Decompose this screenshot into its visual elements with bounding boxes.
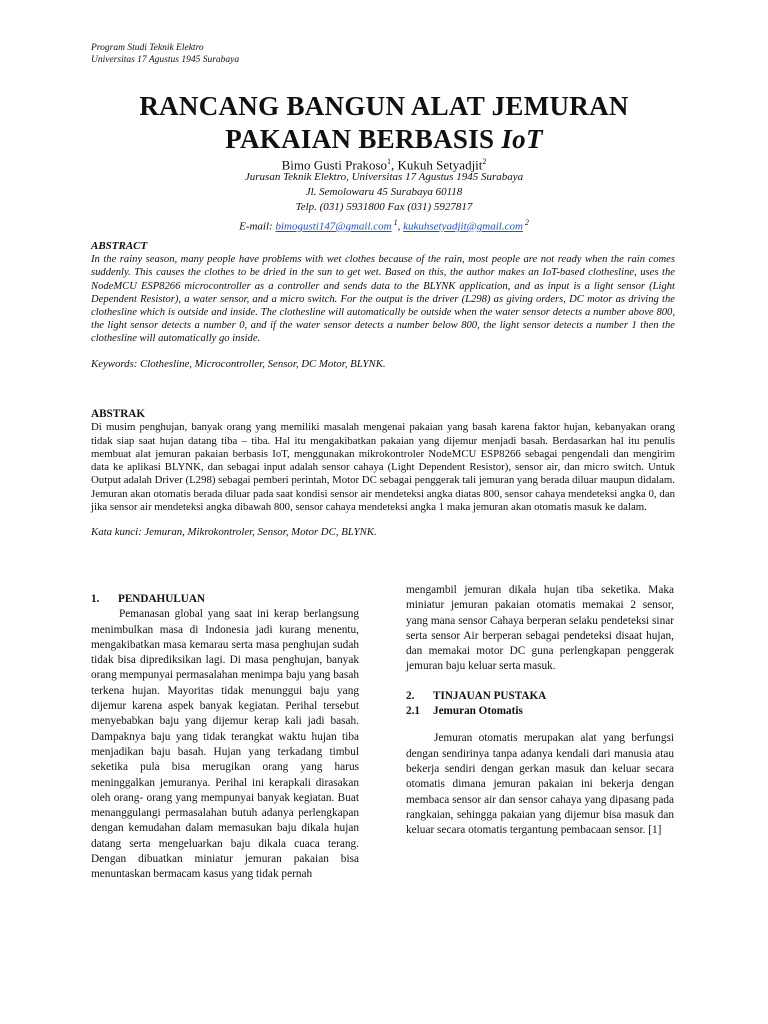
section-2-text: Jemuran otomatis merupakan alat yang berfungsi dengan sendirinya tanpa adanya kendali dari manusia atau bekerja sendiri dengan gerkan masuk dan keluar secara otomatis dimana jemuran pakaian ini bekerja dengan membaca sensor air dan sensor cahaya yang dipasang pada rangkaian, sehingga pakaian yang dijemur bisa masuk dan keluar secara otomatis tergantung pembacaan sensor. [1]: [406, 732, 674, 837]
section-1-number: 1.: [91, 593, 100, 605]
abstrak-keywords: Kata kunci: Jemuran, Mikrokontroler, Sensor, Motor DC, BLYNK.: [91, 526, 377, 539]
right-column: [406, 583, 674, 838]
abstrak-text: Di musim penghujan, banyak orang yang memiliki masalah mengenai pakaian yang basah karena faktor hujan, kebanyakan orang tidak siap saat hujan datang tiba – tiba. Hal itu mengakibatkan pakaian yang dijemur menjadi basah. Berdasarkan hal itu penulis membuat alat jemuran pakaian berbasis IoT, menggunakan mikrokontroler NodeMCU ESP8266 sebagai pengendali dan mengirim data ke aplikasi BLYNK, dan sebagai input adalah sensor cahaya (Light Dependent Resistor), sensor air, dan micro switch. Untuk Output adalah Driver (L298) sebagai pemberi perintah, Motor DC sebagai penggerak tali jemuran yang berada diluar maupun didalam. Jemuran akan otomatis berada diluar pada saat kondisi sensor air mendeteksi angka diatas 800, sensor cahaya mendeteksi angka 0, dan jika sensor air mendeteksi angka dibawah 800, sensor cahaya mendeteksi angka 1 maka jemuran akan otomatis masuk ke dalam.: [91, 421, 675, 514]
title-line-2: [40, 123, 728, 156]
paper-title: [40, 90, 728, 156]
author-1: Bimo Gusti Prakoso: [281, 157, 388, 173]
affiliation-phone: Telp. (031) 5931800 Fax (031) 5927817: [295, 201, 473, 213]
header-program: Program Studi Teknik Elektro: [91, 43, 204, 53]
title-line-2-main: PAKAIAN BERBASIS: [225, 124, 502, 154]
affiliation-address: Jl. Semolowaru 45 Surabaya 60118: [305, 186, 463, 198]
running-header: [91, 42, 239, 66]
abstrak-heading: ABSTRAK: [91, 408, 146, 420]
section-2-title: TINJAUAN PUSTAKA: [433, 689, 547, 702]
section-1-text: Pemanasan global yang saat ini kerap berlangsung menimbulkan masa di Indonesia jadi kurang menentu, mengakibatkan masa kemarau serta masa penghujan sudah tidak bisa diprediksikan lagi. Di masa penghujan, banyak orang mempunyai permasalahan menimpa baju yang basah terkena hujan. Mayoritas tidak menunggui baju yang dijemur karena aspek banyak kegiatan. Perihal tersebut menyebabkan baju yang dijemur kerap kali jadi basah. Dampaknya baju yang tidak terangkat waktu hujan tiba menjadikan baju basah. Hujan yang terkadang timbul seketika pula bisa merugikan orang yang harus meninggalkan jemuranya. Perihal ini kerapkali dirasakan oleh orang- orang yang mempunyai banyak kegiatan. Buat menanggulangi permasalahan butuh adanya perlengkapan dengan kemudahan dalam memasukan baju dikala hujan datang serta mengeluarkan baju dikala cuaca terang. Dengan dibuatkan miniatur jemuran pakaian bisa menuntaskan bermacam kasus yang tidak pernah: [91, 608, 359, 881]
abstract-section: [91, 240, 675, 371]
email-link-1[interactable]: bimogusti147@gmail.com: [275, 220, 392, 233]
author-1-sup: 1: [387, 157, 392, 166]
section-2-number: 2.: [406, 689, 415, 702]
subsection-2-1-heading: [406, 704, 674, 719]
subsection-2-1-number: 2.1: [406, 705, 420, 718]
affiliation-email: [0, 215, 768, 235]
author-2: Kukuh Setyadjit: [397, 157, 483, 173]
email-link-2[interactable]: kukuhsetyadjit@gmail.com: [403, 220, 523, 233]
subsection-2-1-title: Jemuran Otomatis: [433, 705, 523, 718]
abstract-heading: ABSTRACT: [91, 240, 148, 252]
title-line-2-italic: IoT: [501, 124, 543, 154]
email-sup-1: 1: [391, 218, 398, 227]
left-column: [91, 592, 359, 883]
abstract-text: In the rainy season, many people have problems with wet clothes because of the rain, most people are not ready when the rain comes suddenly. This causes the clothes to be dried in the sun to get wet. Based on this, the author makes an IoT-based clothesline, uses the NodeMCU ESP8266 microcontroller as a controller and sends data to the BLYNK application, and as input is a light sensor (Light Dependent Resistor), a water sensor, and a micro switch. For the output is the driver (L298) as giving orders, DC motor as driving the clothesline which is outside and inside. The clothesline will automatically be outside when the water sensor detects a number above 800, the light sensor detects a number 0, and if the water sensor detects a number below 800, the light sensor detects a number 1 then the clothesline will automatically go inside.: [91, 254, 675, 345]
email-sup-2: 2: [522, 218, 529, 227]
affiliation: [0, 170, 768, 235]
section-1-heading: [91, 592, 359, 607]
affiliation-dept: Jurusan Teknik Elektro, Universitas 17 Agustus 1945 Surabaya: [244, 171, 524, 183]
title-line-1: RANCANG BANGUN ALAT JEMURAN: [139, 91, 629, 121]
header-university: Universitas 17 Agustus 1945 Surabaya: [91, 55, 240, 65]
email-label: E-mail:: [239, 220, 276, 233]
email-separator: ,: [397, 220, 404, 233]
abstrak-section: [91, 408, 675, 540]
section-2-heading: [406, 689, 674, 704]
abstract-keywords: Keywords: Clothesline, Microcontroller, Sensor, DC Motor, BLYNK.: [91, 357, 386, 370]
section-1-continued: mengambil jemuran dikala hujan tiba seketika. Maka miniatur jemuran pakaian otomatis memakai 2 sensor, yang mana sensor Cahaya berperan selaku pendeteksi sinar serta sensor Air berperan sebagai pendeteksi disaat hujan, dan memakai motor DC guna perlengkapan penggerak jemuran baju keluar serta masuk.: [406, 584, 674, 673]
section-1-title: PENDAHULUAN: [118, 593, 206, 605]
author-2-sup: 2: [482, 157, 487, 166]
author-separator: ,: [391, 157, 398, 173]
